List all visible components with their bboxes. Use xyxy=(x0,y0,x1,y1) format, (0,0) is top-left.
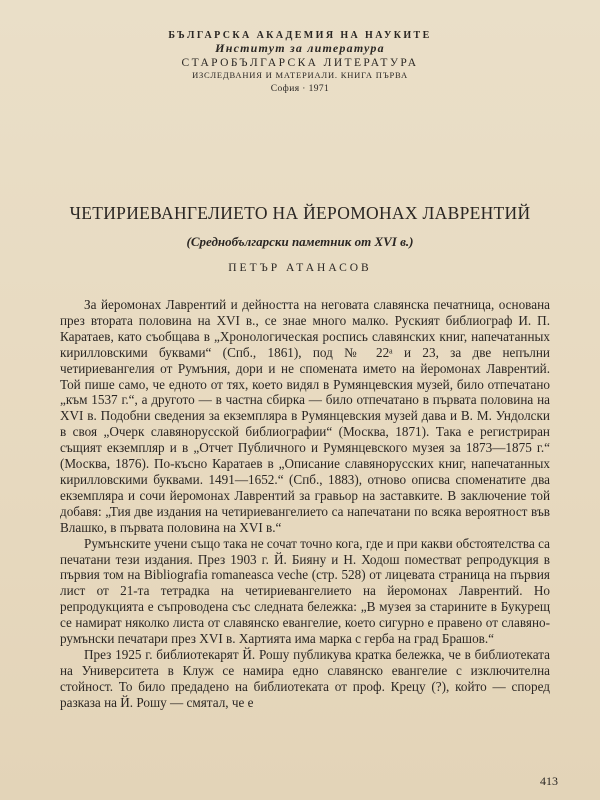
article-body xyxy=(60,297,550,711)
series-subtitle: ИЗСЛЕДВАНИЯ И МАТЕРИАЛИ. КНИГА ПЪРВА xyxy=(192,69,408,80)
article-author: ПЕТЪР АТАНАСОВ xyxy=(228,261,372,274)
journal-masthead xyxy=(0,30,600,95)
institute-name: Институт за литература xyxy=(215,40,385,55)
academy-name: БЪЛГАРСКА АКАДЕМИЯ НА НАУКИТЕ xyxy=(168,30,432,41)
body-paragraph: Румънските учени също така не сочат точно кога, где и при какви обстоятелства са печатани тези издания. През 1903 г. Й. Бияну и Н. Ходош поместват репродукция в първия том на Bibliografia romaneasca veche (стр. 528) от лицевата страница на първия лист от 21-та тетрадка на четириевангелието на йеромонах Лаврентий. Но репродукцията е съпроводена със следната бележка: „В музея за старините в Букурещ се намират няколко листа от славянско евангелие, което сигурно е правено от славяно-румънски печатари през XVI в. Хартията има марка с герба на град Брашов.“ xyxy=(60,535,550,647)
body-paragraph: За йеромонах Лаврентий и дейността на неговата славянска печатница, основана през втората половина на XVI в., се знае много малко. Руският библиограф И. П. Каратаев, като съобщава в „Хронологическая роспись славянских книг, напечатанных кирилловскими буквами“ (Спб., 1861), под № 22ᵃ и 23, за две непълни четириевангелия от Румъния, дори и не спомената името на йеромонах Лаврентий. Той пише само, че едното от тях, което видял в Румянцевския музей, било отпечатано „към 1537 г.“, а другото — в частна сбирка — било отпечатано в първата половина на XVI в. Подобни сведения за екземпляра в Румянцевския музей дава и В. М. Ундолски в своя „Очерк славянорусской библиографии“ (Москва, 1871). Така е регистриран същият екземпляр и в „Отчет Публичного и Румянцевского музея за 1873—1875 г.“ (Москва, 1876). По-късно Каратаев в „Описание славянорусских книг, напечатанных кирилловскими буквами. 1491—1652.“ (Спб., 1883), отново описва споменатите два екземпляра и сочи йеромонах Лаврентий за гравьор на заставките. В заключение той добавя: „Тия две издания на четириевангелието са напечатани по всяка вероятност във Влашко, в първата половина на XVI в.“ xyxy=(60,297,550,535)
series-title: СТАРОБЪЛГАРСКА ЛИТЕРАТУРА xyxy=(181,57,419,70)
page-number: 413 xyxy=(540,774,558,788)
article-title: ЧЕТИРИЕВАНГЕЛИЕТО НА ЙЕРОМОНАХ ЛАВРЕНТИЙ xyxy=(69,203,531,223)
article-header xyxy=(0,203,600,275)
article-subtitle: (Среднобългарски паметник от XVI в.) xyxy=(186,234,414,249)
body-paragraph: През 1925 г. библиотекарят Й. Рошу публикува кратка бележка, че в библиотеката на Университета в Клуж се намира едно славянско евангелие с изключителна стойност. То било предадено на библиотеката от проф. Крецу (?), който — според разказа на Й. Рошу — смятал, че е xyxy=(60,646,550,710)
city-year: София · 1971 xyxy=(270,84,330,95)
